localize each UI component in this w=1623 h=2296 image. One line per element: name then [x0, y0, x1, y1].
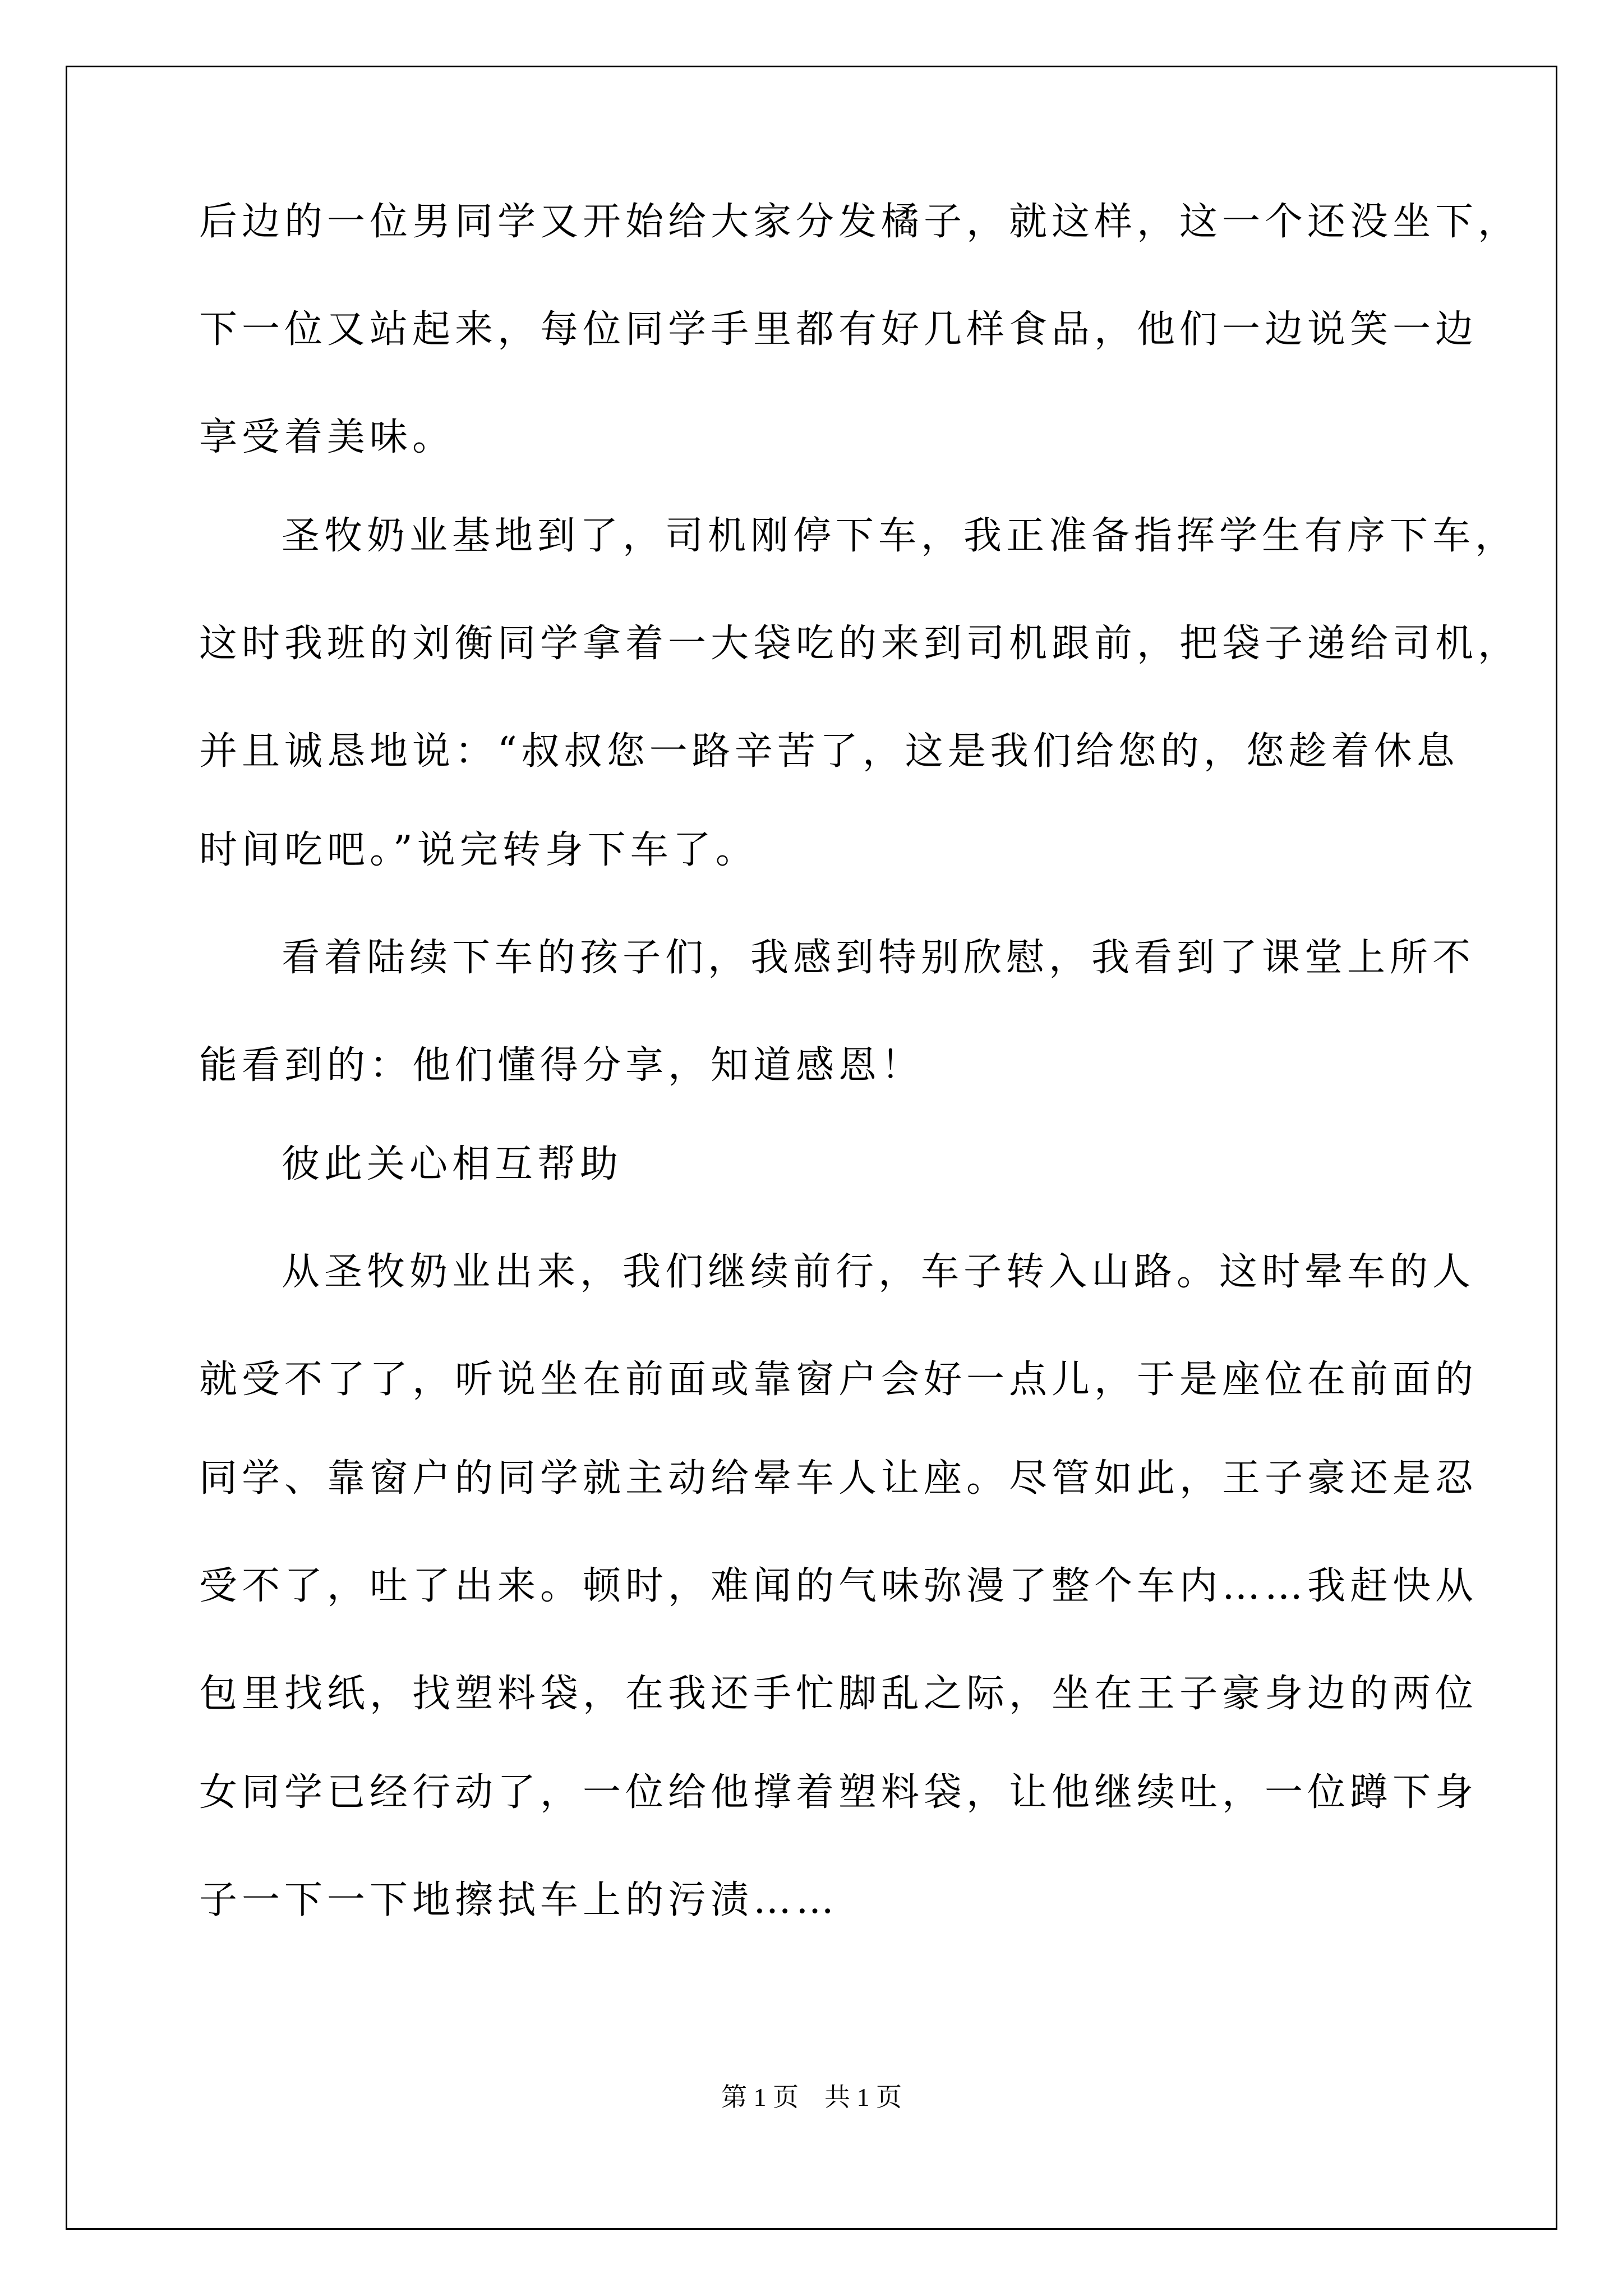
text-line: 就受不了了，听说坐在前面或靠窗户会好一点儿，于是座位在前面的	[199, 1358, 1478, 1402]
text-line: 享受着美味。	[199, 415, 455, 459]
text-line: 下一位又站起来，每位同学手里都有好几样食品，他们一边说笑一边	[199, 307, 1478, 352]
text-line: 并且诚恳地说：“叔叔您一路辛苦了，这是我们给您的，您趁着休息	[199, 729, 1459, 774]
page-number-footer: 第 1 页 共 1 页	[721, 2083, 902, 2111]
text-line: 子一下一下地擦拭车上的污渍……	[199, 1878, 839, 1922]
paragraph-first-line: 看着陆续下车的孩子们，我感到特别欣慰，我看到了课堂上所不	[282, 936, 1476, 980]
paragraph-first-line: 从圣牧奶业出来，我们继续前行，车子转入山路。这时晕车的人	[282, 1250, 1476, 1294]
text-line: 同学、靠窗户的同学就主动给晕车人让座。尽管如此，王子豪还是忍	[199, 1456, 1478, 1501]
paragraph-first-line: 圣牧奶业基地到了，司机刚停下车，我正准备指挥学生有序下车，	[282, 514, 1518, 558]
text-line: 后边的一位男同学又开始给大家分发橘子，就这样，这一个还没坐下，	[199, 200, 1521, 244]
text-line: 时间吃吧。”说完转身下车了。	[199, 828, 758, 872]
section-heading: 彼此关心相互帮助	[282, 1142, 623, 1186]
text-line: 受不了，吐了出来。顿时，难闻的气味弥漫了整个车内……我赶快从	[199, 1564, 1478, 1608]
text-line: 女同学已经行动了，一位给他撑着塑料袋，让他继续吐，一位蹲下身	[199, 1770, 1478, 1815]
text-line: 包里找纸，找塑料袋，在我还手忙脚乱之际，坐在王子豪身边的两位	[199, 1672, 1478, 1716]
text-line: 这时我班的刘衡同学拿着一大袋吃的来到司机跟前，把袋子递给司机，	[199, 622, 1521, 666]
text-line: 能看到的：他们懂得分享，知道感恩！	[199, 1043, 924, 1088]
